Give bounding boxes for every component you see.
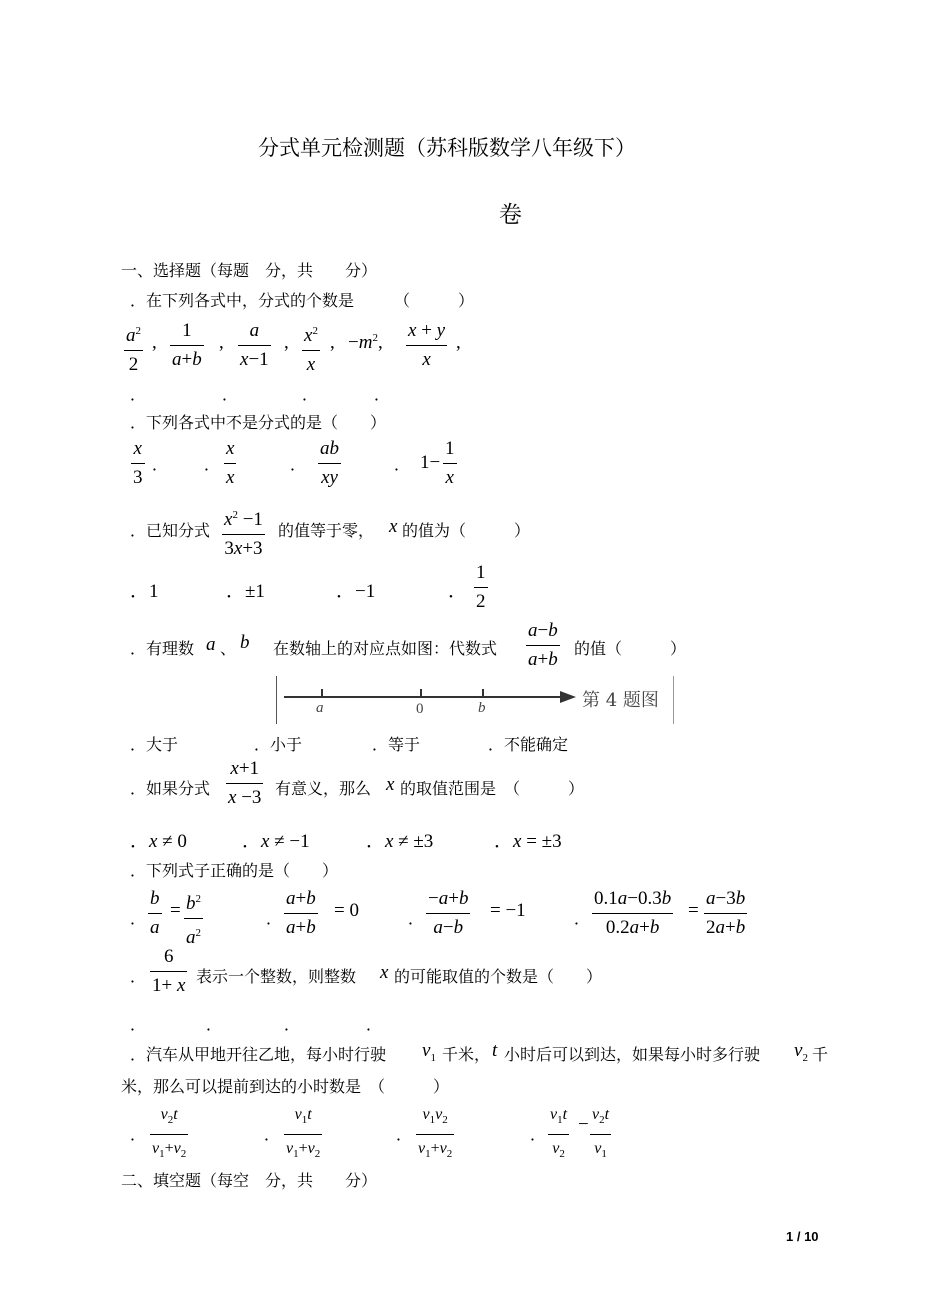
option-c: ． bbox=[284, 1015, 301, 1034]
question-8-line-1c: 小时后可以到达，如果每小时多行驶 bbox=[504, 1045, 761, 1064]
origin-label: 0 bbox=[416, 701, 424, 717]
question-5-stem-c: 的取值范围是 （ ） bbox=[400, 779, 585, 798]
variable-t: t bbox=[492, 1040, 498, 1061]
option-b: ． bbox=[206, 1015, 223, 1034]
question-2-stem: ．下列各式中不是分式的是（ ） bbox=[130, 413, 387, 432]
option-d-expression: 1− bbox=[420, 452, 441, 473]
option-c: ．x ≠ ±3 bbox=[366, 831, 434, 852]
option-c: ． bbox=[302, 385, 319, 404]
option-a: ．1 bbox=[130, 581, 159, 602]
option-d-fraction: 1 x bbox=[445, 438, 455, 488]
option-b: ．±1 bbox=[226, 581, 265, 602]
option-d-fraction-rhs: a−3b 2a+b bbox=[706, 888, 746, 938]
question-7-fraction: 6 1+ x bbox=[152, 946, 186, 996]
fraction: $x^2$ x bbox=[304, 325, 318, 375]
option-d: ． bbox=[448, 581, 468, 602]
question-3-stem-c: 的值为（ ） bbox=[402, 521, 531, 540]
question-4-stem-b: 、 bbox=[220, 639, 237, 658]
page-number: 1 / 10 bbox=[786, 1229, 819, 1244]
variable-a: a bbox=[206, 634, 216, 655]
option-c: ．−1 bbox=[336, 581, 376, 602]
option-d-fraction-1: $v_1t$ $v_2$ bbox=[550, 1106, 568, 1161]
option-b: ．x ≠ −1 bbox=[242, 831, 310, 852]
option-dot: ． bbox=[130, 967, 147, 986]
option-a: ． bbox=[130, 385, 147, 404]
option-dot: ． bbox=[130, 909, 147, 928]
option-d: ．x = ±3 bbox=[494, 831, 562, 852]
option-d: ． bbox=[374, 385, 391, 404]
question-4-stem-d: 的值（ ） bbox=[574, 639, 687, 658]
option-dot: ． bbox=[290, 455, 307, 474]
question-1-stem: ．在下列各式中，分式的个数是 （ ） bbox=[130, 291, 475, 310]
option-d-fraction: 0.1a−0.3b 0.2a+b bbox=[594, 888, 672, 938]
option-a-fraction: $v_2t$ $v_1+v_2$ bbox=[152, 1106, 187, 1161]
question-3-stem-a: ．已知分式 bbox=[130, 521, 211, 540]
option-a: ． bbox=[130, 1015, 147, 1034]
question-6-stem: ．下列式子正确的是（ ） bbox=[130, 861, 339, 880]
fraction: 1 a+b bbox=[172, 320, 202, 370]
point-b-label: b bbox=[478, 700, 486, 716]
question-7-stem-a: 表示一个整数，则整数 bbox=[196, 967, 357, 986]
option-a-fraction: x 3 bbox=[133, 438, 143, 488]
question-8-line-1d: 千 bbox=[812, 1045, 829, 1064]
option-dot: ． bbox=[204, 455, 221, 474]
option-a-fraction-rhs: $b^2$ $a^2$ bbox=[186, 893, 201, 948]
option-dot: ． bbox=[266, 909, 283, 928]
question-3-stem-b: 的值等于零， bbox=[278, 521, 375, 540]
option-a: ．x ≠ 0 bbox=[130, 831, 187, 852]
option-dot: ． bbox=[152, 455, 169, 474]
option-d-fraction-2: $v_2t$ $v_1$ bbox=[592, 1106, 610, 1161]
option-b: ．小于 bbox=[254, 735, 303, 754]
question-7-stem-b: 的可能取值的个数是（ ） bbox=[394, 967, 603, 986]
figure-caption: 第 4 题图 bbox=[582, 690, 659, 711]
option-dot: ． bbox=[530, 1125, 547, 1144]
variable-b: b bbox=[240, 632, 250, 653]
option-b-fraction: x x bbox=[226, 438, 235, 488]
question-5-fraction: x+1 x −3 bbox=[228, 758, 262, 808]
question-5-stem-a: ．如果分式 bbox=[130, 779, 211, 798]
option-a-fraction: b a bbox=[150, 888, 160, 938]
fraction: x + y x bbox=[408, 320, 446, 370]
page-title: 分式单元检测题（苏科版数学八年级下） bbox=[258, 136, 636, 160]
option-b: ． bbox=[222, 385, 239, 404]
option-c: ．等于 bbox=[372, 735, 421, 754]
number-line-figure bbox=[276, 676, 674, 724]
option-dot: ． bbox=[408, 909, 425, 928]
question-4-fraction: a−b a+b bbox=[528, 620, 558, 670]
fraction: a x−1 bbox=[240, 320, 269, 370]
option-a: ．大于 bbox=[130, 735, 179, 754]
section-heading: 二、填空题（每空 分，共 分） bbox=[121, 1171, 378, 1190]
option-c-fraction: $v_1v_2$ $v_1+v_2$ bbox=[418, 1106, 453, 1161]
question-4-stem-c: 在数轴上的对应点如图：代数式 bbox=[273, 639, 498, 658]
variable-x: x bbox=[386, 774, 395, 795]
variable-x: x bbox=[389, 516, 398, 537]
option-b-fraction: $v_1t$ $v_1+v_2$ bbox=[286, 1106, 321, 1161]
question-4-stem-a: ．有理数 bbox=[130, 639, 195, 658]
question-8-line-1: ．汽车从甲地开往乙地，每小时行驶 bbox=[130, 1045, 387, 1064]
option-b-fraction: a+b a+b bbox=[286, 888, 316, 938]
fraction: $a^2$ 2 bbox=[126, 325, 141, 375]
option-d: ．不能确定 bbox=[488, 735, 569, 754]
variable-v1: $v_1$ bbox=[422, 1040, 436, 1064]
option-d-fraction: 1 2 bbox=[476, 562, 486, 612]
option-c-fraction: ab xy bbox=[320, 438, 339, 488]
question-3-fraction: $x^2 -1$ 3x+3 bbox=[224, 509, 263, 559]
option-dot: ． bbox=[264, 1125, 281, 1144]
variable-v2: $v_2$ bbox=[794, 1040, 808, 1064]
question-8-line-1b: 千米， bbox=[442, 1045, 491, 1064]
option-d: ． bbox=[366, 1015, 383, 1034]
option-dot: ． bbox=[396, 1125, 413, 1144]
option-dot: ． bbox=[130, 1125, 147, 1144]
point-a-label: a bbox=[316, 700, 324, 716]
option-dot: ． bbox=[394, 455, 411, 474]
question-5-stem-b: 有意义，那么 bbox=[275, 779, 372, 798]
option-dot: ． bbox=[574, 909, 591, 928]
section-heading: 一、选择题（每题 分，共 分） bbox=[121, 261, 378, 280]
variable-x: x bbox=[380, 962, 389, 983]
question-8-line-2: 米，那么可以提前到达的小时数是 （ ） bbox=[121, 1077, 450, 1096]
option-c-fraction: −a+b a−b bbox=[428, 888, 469, 938]
page-subtitle: 卷 bbox=[499, 202, 522, 228]
